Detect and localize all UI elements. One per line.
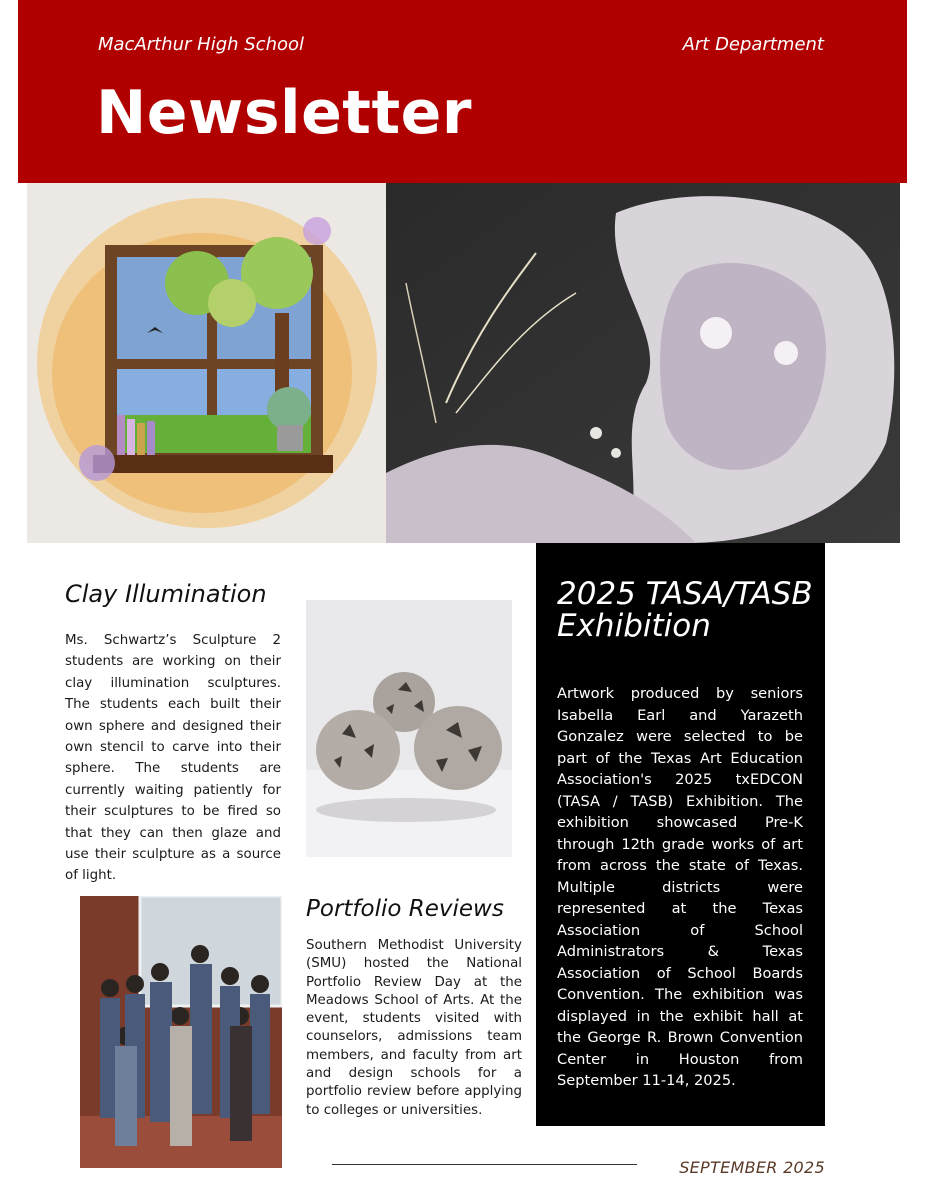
exhibition-sidebar bbox=[536, 543, 825, 1126]
newsletter-title: Newsletter bbox=[96, 78, 472, 148]
clay-illumination-heading: Clay Illumination bbox=[65, 580, 267, 608]
department-name: Art Department bbox=[682, 34, 824, 55]
pen-drawing-artwork-photo bbox=[386, 183, 900, 543]
clay-illumination-body: Ms. Schwartz’s Sculpture 2 students are working on their clay illumination sculptures. The students each built their own sphere and designed their own stencil to carve into their sphere. The students are currently waiting patiently for their sculptures to be fired so that they can then glaze and use their sculpture as a source of light. bbox=[65, 633, 281, 884]
embroidery-window-artwork-photo bbox=[27, 183, 387, 543]
footer-divider bbox=[332, 1164, 637, 1165]
student-group-photo bbox=[80, 896, 282, 1168]
clay-sculptures-photo bbox=[306, 600, 512, 857]
newsletter-header bbox=[18, 0, 907, 183]
footer-date: SEPTEMBER 2025 bbox=[679, 1158, 825, 1177]
school-name: MacArthur High School bbox=[98, 34, 305, 55]
portfolio-reviews-heading: Portfolio Reviews bbox=[306, 896, 504, 922]
exhibition-body: Artwork produced by seniors Isabella Earl and Yarazeth Gonzalez were selected to be part of the Texas Art Education Association's 2025 txEDCON (TASA / TASB) Exhibition. The exhibition showcased Pre-K through 12th grade works of art from across the state of Texas. Multiple districts were represented at the Texas Association of School Administrators & Texas Association of School Boards Convention. The exhibition was displayed in the exhibit hall at the George R. Brown Convention Center in Houston from September 11-14, 2025. bbox=[557, 685, 803, 1089]
portfolio-reviews-body: Southern Methodist University (SMU) hosted the National Portfolio Review Day at the Meadows School of Arts. At the event, students visited with counselors, admissions team members, and faculty from art and design schools for a portfolio review before applying to colleges or universities. bbox=[306, 938, 522, 1118]
exhibition-heading: 2025 TASA/TASB Exhibition bbox=[557, 576, 813, 644]
